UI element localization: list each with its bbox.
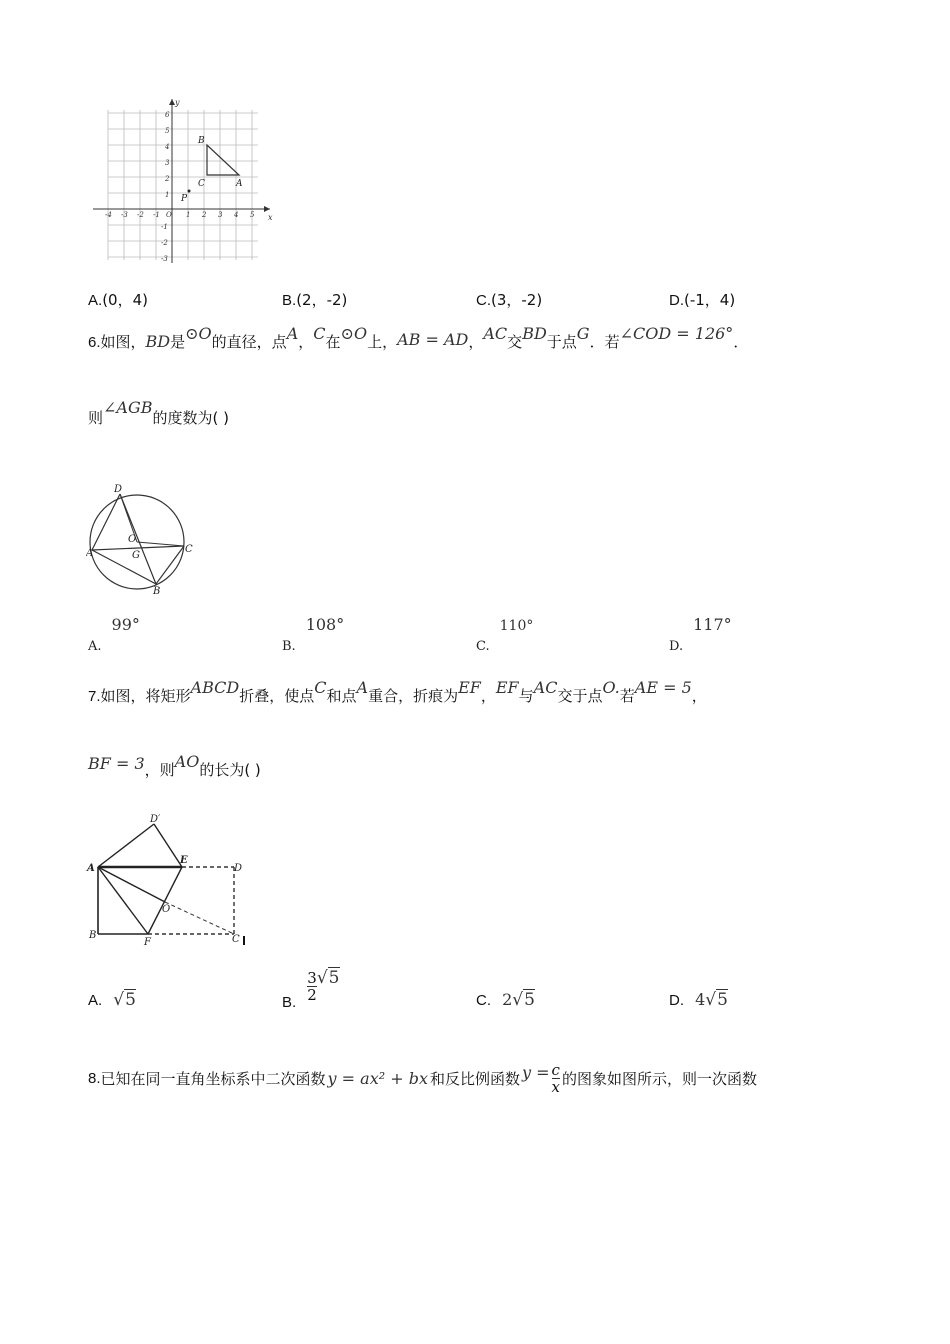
svg-text:2: 2 <box>165 175 170 183</box>
question-number: 6. <box>88 334 101 351</box>
svg-text:-3: -3 <box>121 211 128 219</box>
q7-option-a[interactable]: A. √5 <box>88 990 136 1010</box>
q6-option-a[interactable]: $_{A.}$99° <box>88 615 140 654</box>
svg-text:B: B <box>153 586 161 596</box>
svg-text:A: A <box>86 548 94 559</box>
svg-text:4: 4 <box>234 211 239 219</box>
point-c-label: C <box>198 179 205 189</box>
svg-text:5: 5 <box>165 127 170 135</box>
q7-option-d[interactable]: D. 4√5 <box>669 990 728 1010</box>
svg-text:D: D <box>234 863 243 874</box>
svg-text:A: A <box>87 863 95 874</box>
option-text: (0，4) <box>102 291 148 309</box>
q7-option-b[interactable]: B. $\frac{3}{2}$ √5 <box>282 968 340 1011</box>
y-axis-label: y <box>175 98 180 107</box>
option-label: D. <box>669 292 684 309</box>
q6-question-line-1: 6.如图，BD是⊙O的直径，点A，C在⊙O上，AB = AD，AC交BD于点G．若∠COD = 126°． <box>88 324 749 351</box>
option-label: A. <box>88 292 103 309</box>
svg-text:-1: -1 <box>153 211 160 219</box>
svg-text:B: B <box>89 930 97 941</box>
svg-text:4: 4 <box>165 143 170 151</box>
svg-text:-1: -1 <box>161 223 168 231</box>
svg-text:D: D <box>114 484 123 495</box>
svg-text:3: 3 <box>165 159 170 167</box>
svg-text:5: 5 <box>250 211 255 219</box>
q5-option-d[interactable] <box>669 290 735 311</box>
point-p <box>188 190 191 193</box>
svg-text:3: 3 <box>218 211 223 219</box>
svg-text:6: 6 <box>165 111 170 119</box>
q5-option-a[interactable] <box>88 290 148 311</box>
q5-option-b[interactable] <box>282 290 347 311</box>
q5-option-c[interactable] <box>476 290 542 311</box>
svg-text:2: 2 <box>202 211 207 219</box>
svg-text:O: O <box>128 534 137 545</box>
point-p-label: P <box>181 194 188 204</box>
svg-text:-3: -3 <box>161 255 168 263</box>
svg-text:D′: D′ <box>150 814 161 825</box>
svg-text:G: G <box>132 550 140 561</box>
option-label: B. <box>282 292 297 309</box>
q7-question-line-1: 7.如图，将矩形ABCD折叠，使点C和点A重合，折痕为EF，EF与AC交于点O.若AE = 5， <box>88 678 707 705</box>
q7-option-c[interactable]: C. 2√5 <box>476 990 535 1010</box>
option-text: (3，-2) <box>491 291 543 309</box>
svg-text:1: 1 <box>186 211 191 219</box>
svg-text:1: 1 <box>165 191 170 199</box>
q6-option-c[interactable]: $_{C.}$110° <box>476 618 534 654</box>
svg-text:-4: -4 <box>105 211 112 219</box>
x-axis-label: x <box>268 213 273 222</box>
svg-text:-2: -2 <box>161 239 168 247</box>
q6-option-b[interactable]: $_{B.}$108° <box>282 615 345 654</box>
option-text: (-1，4) <box>684 291 736 309</box>
point-a-label: A <box>236 179 243 189</box>
q7-question-line-2: BF = 3，则AO的长为( ) <box>88 752 261 779</box>
q6-option-d[interactable]: $_{D.}$117° <box>669 615 732 654</box>
q6-circle-figure <box>86 480 204 596</box>
svg-text:F: F <box>144 937 151 948</box>
option-label: C. <box>476 292 491 309</box>
svg-text:E: E <box>180 855 188 866</box>
svg-text:-2: -2 <box>137 211 144 219</box>
svg-text:O: O <box>162 904 171 915</box>
q5-coordinate-figure <box>88 95 278 265</box>
question-number: 7. <box>88 688 101 705</box>
origin-label: O <box>166 211 172 219</box>
triangle-abc <box>207 145 239 175</box>
q6-question-line-2: 则∠AGB的度数为( ) <box>88 398 229 427</box>
svg-text:C: C <box>185 544 193 555</box>
q8-question-line-1: 8. 已知在同一直角坐标系中二次函数 y = ax² + bx 和反比例函数 y = $\frac{c}{x}$ 的图象如图所示，则一次函数 <box>88 1061 757 1096</box>
point-b-label: B <box>198 136 205 146</box>
svg-text:C: C <box>232 934 240 945</box>
option-text: (2，-2) <box>296 291 348 309</box>
question-number: 8. <box>88 1069 101 1087</box>
q7-fold-figure <box>86 812 256 950</box>
